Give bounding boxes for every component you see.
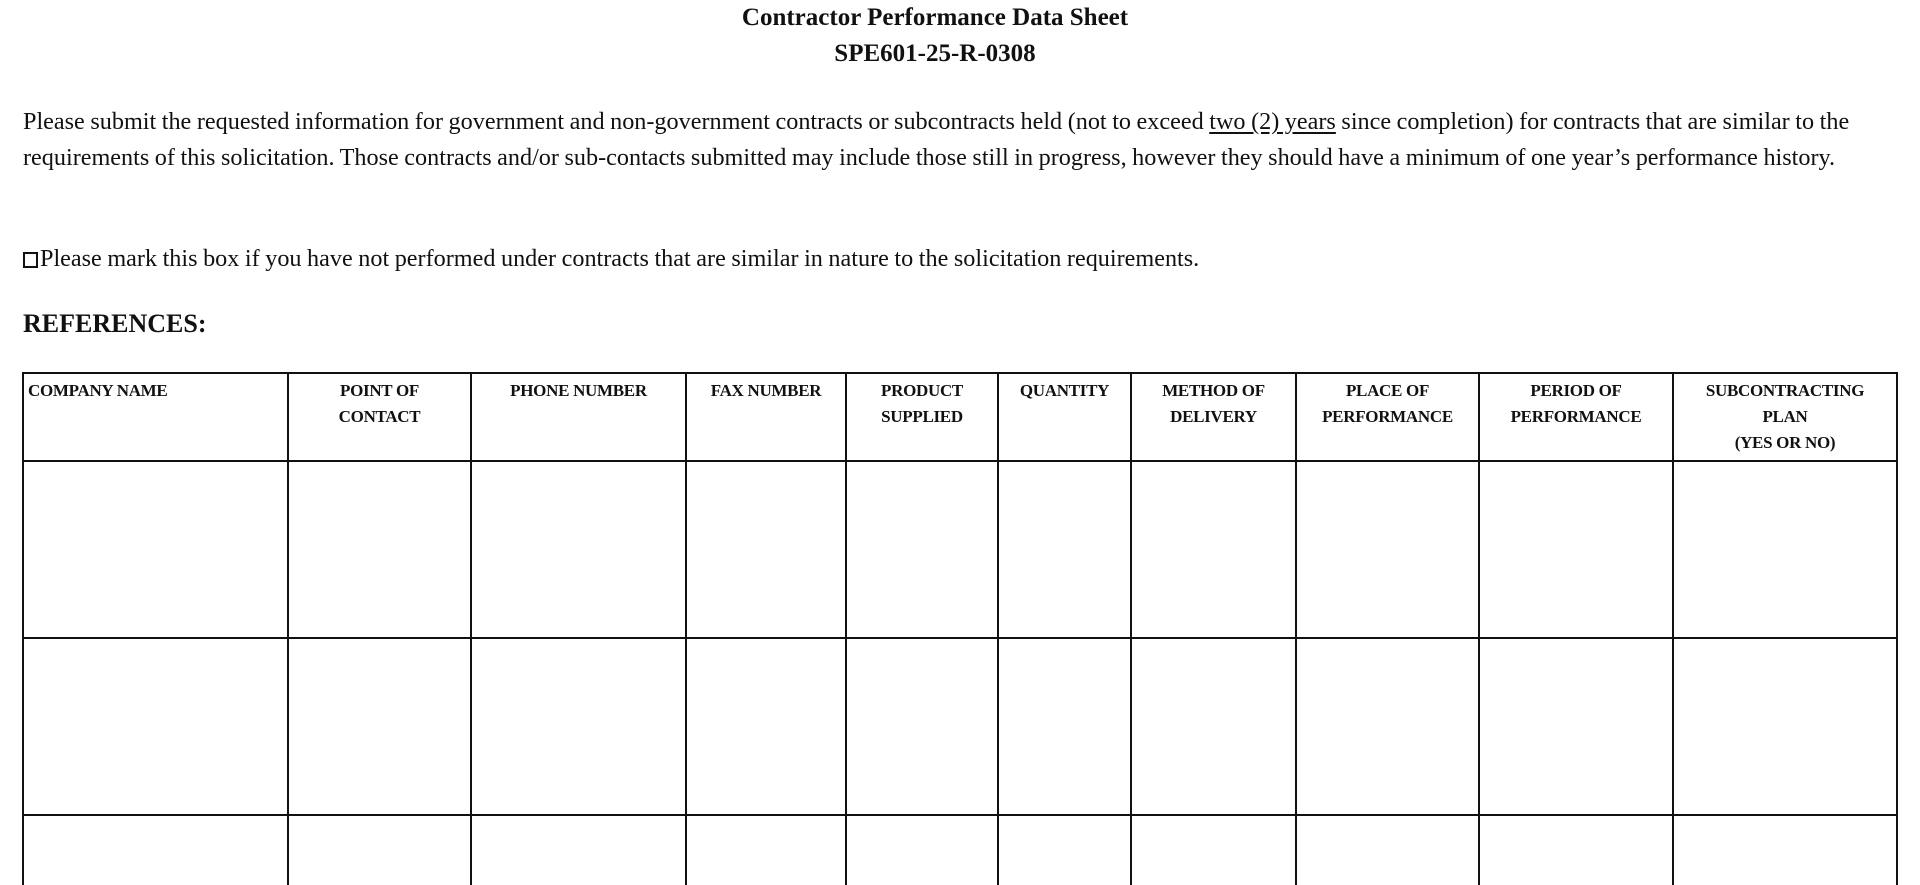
document-title: Contractor Performance Data Sheet (741, 4, 1129, 31)
table-row (23, 815, 1897, 885)
table-cell[interactable] (471, 461, 686, 638)
table-cell[interactable] (471, 638, 686, 815)
table-cell[interactable] (846, 815, 998, 885)
table-cell[interactable] (686, 815, 846, 885)
instructions-underlined-period: two (2) years (1209, 108, 1336, 135)
no-similar-contracts-label: Please mark this box if you have not performed under contracts that are similar in nature to the solicitation requirements. (40, 245, 1200, 272)
column-header-place-of-performance: PLACE OF PERFORMANCE (1296, 373, 1479, 461)
table-cell[interactable] (1673, 638, 1897, 815)
column-header-method-of-delivery: METHOD OF DELIVERY (1131, 373, 1296, 461)
no-similar-contracts-row (23, 241, 1199, 277)
column-header-product-supplied: PRODUCT SUPPLIED (846, 373, 998, 461)
no-similar-contracts-checkbox[interactable] (23, 252, 38, 268)
table-cell[interactable] (1673, 461, 1897, 638)
column-header-quantity: QUANTITY (998, 373, 1131, 461)
references-heading: REFERENCES: (23, 309, 207, 338)
table-cell[interactable] (1296, 815, 1479, 885)
table-cell[interactable] (1296, 638, 1479, 815)
table-cell[interactable] (846, 461, 998, 638)
solicitation-number: SPE601-25-R-0308 (834, 40, 1036, 67)
table-cell[interactable] (288, 638, 471, 815)
column-header-point-of-contact: POINT OF CONTACT (288, 373, 471, 461)
instructions-text-2: since completion) for contracts that are similar to the requirements of this solicitation. Those contracts and/or sub-contacts submitted may include those still in progress, however they should have a minimum of one year’s performance history. (23, 108, 1850, 171)
table-cell[interactable] (1296, 461, 1479, 638)
instructions-text-1: Please submit the requested information for government and non-government contracts or subcontracts held (not to exceed (23, 108, 1210, 135)
table-cell[interactable] (998, 815, 1131, 885)
table-cell[interactable] (1131, 461, 1296, 638)
table-cell[interactable] (23, 461, 288, 638)
table-cell[interactable] (1673, 815, 1897, 885)
column-header-subcontracting-plan-yes-or-no: SUBCONTRACTING PLAN (YES OR NO) (1673, 373, 1897, 461)
table-cell[interactable] (846, 638, 998, 815)
table-cell[interactable] (23, 638, 288, 815)
table-cell[interactable] (998, 461, 1131, 638)
table-cell[interactable] (288, 461, 471, 638)
table-cell[interactable] (686, 461, 846, 638)
table-cell[interactable] (471, 815, 686, 885)
column-header-period-of-performance: PERIOD OF PERFORMANCE (1479, 373, 1673, 461)
table-cell[interactable] (1479, 815, 1673, 885)
table-cell[interactable] (1131, 638, 1296, 815)
table-cell[interactable] (1479, 638, 1673, 815)
table-cell[interactable] (1479, 461, 1673, 638)
column-header-phone-number: PHONE NUMBER (471, 373, 686, 461)
table-row (23, 461, 1897, 638)
table-cell[interactable] (23, 815, 288, 885)
table-cell[interactable] (1131, 815, 1296, 885)
column-header-company-name: COMPANY NAME (23, 373, 288, 461)
table-cell[interactable] (686, 638, 846, 815)
table-header-row (23, 373, 1897, 461)
table-cell[interactable] (998, 638, 1131, 815)
table-row (23, 638, 1897, 815)
instructions-paragraph (23, 104, 1893, 176)
column-header-fax-number: FAX NUMBER (686, 373, 846, 461)
table-cell[interactable] (288, 815, 471, 885)
references-table (22, 372, 1898, 885)
